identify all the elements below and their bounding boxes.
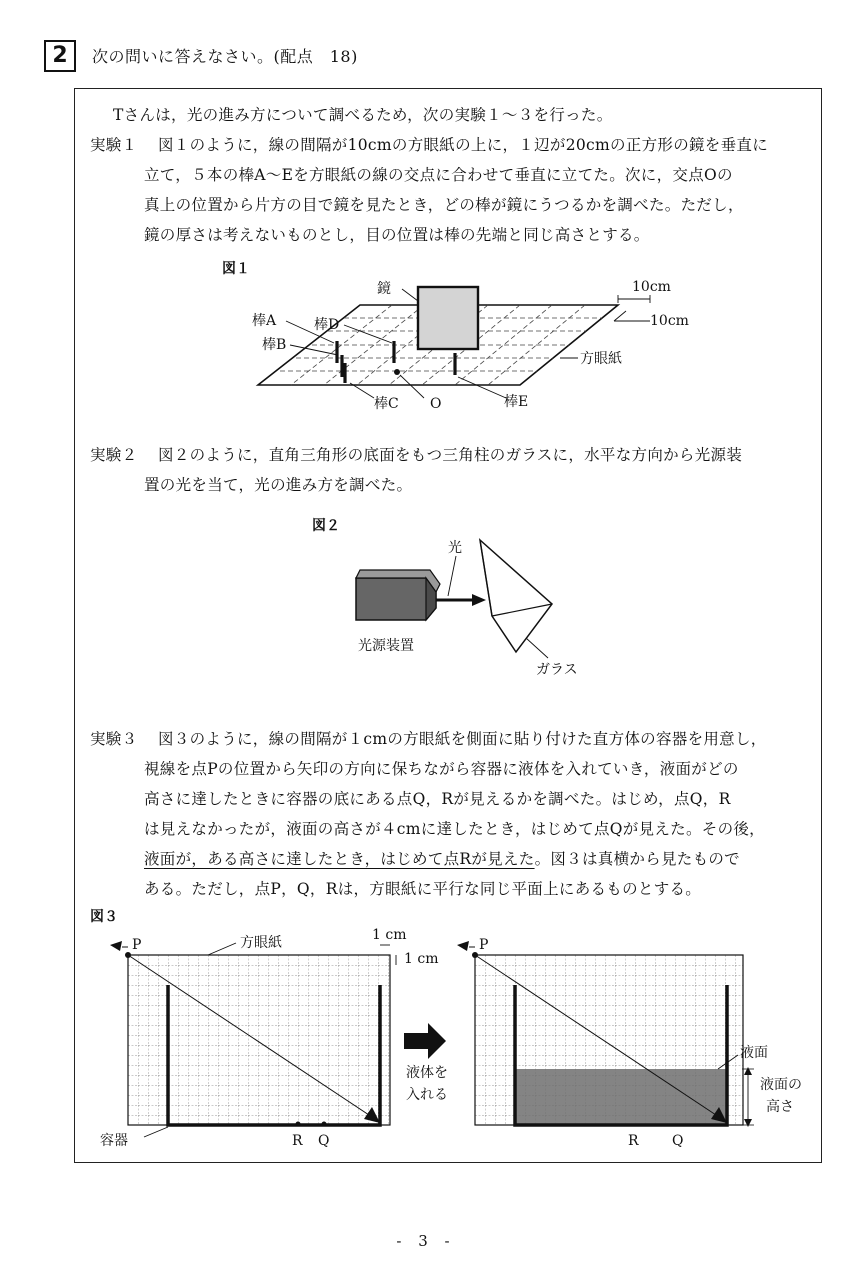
fig2-title: 図２ bbox=[312, 518, 340, 534]
exp3-line-2: 視線を点Pの位置から矢印の方向に保ちながら容器に液体を入れていき，液面がどの bbox=[144, 760, 739, 778]
fig1-dim-1: 10cm bbox=[632, 279, 671, 295]
figure-1 bbox=[210, 255, 690, 420]
fig3-right-point-r: R bbox=[628, 1133, 639, 1149]
fig2-glass bbox=[480, 540, 552, 652]
exp3-line-1: 図３のように，線の間隔が１cmの方眼紙を側面に貼り付けた直方体の容器を用意し， bbox=[158, 730, 767, 748]
fig2-light-label: 光 bbox=[448, 540, 462, 556]
exp3-line-5-rest: 。図３は真横から見たもので bbox=[534, 850, 740, 868]
exp1-line-2: 立て，５本の棒A～Eを方眼紙の線の交点に合わせて垂直に立てた。次に，交点Oの bbox=[144, 166, 733, 184]
fig3-left-point-q: Q bbox=[318, 1133, 330, 1149]
exp2-label: 実験２ bbox=[90, 446, 138, 464]
exp2-line-1: 図２のように，直角三角形の底面をもつ三角柱のガラスに，水平な方向から光源装 bbox=[158, 446, 743, 464]
fig3-right-point-q: Q bbox=[672, 1133, 684, 1149]
fig3-left-point-r: R bbox=[292, 1133, 303, 1149]
fig1-title: 図１ bbox=[222, 261, 250, 277]
question-number: 2 bbox=[44, 40, 76, 72]
fig3-left-point-p: P bbox=[132, 937, 142, 953]
fig1-mirror-label: 鏡 bbox=[377, 281, 391, 297]
fig1-rod-b-label: 棒B bbox=[262, 337, 287, 353]
exp2-line-2: 置の光を当て，光の進み方を調べた。 bbox=[144, 476, 413, 494]
fig3-height-label-1: 液面の bbox=[760, 1077, 802, 1093]
fig1-point-o bbox=[394, 369, 400, 375]
fig2-light-arrow bbox=[472, 594, 486, 606]
exp1-line-1: 図１のように，線の間隔が10cmの方眼紙の上に，１辺が20cmの正方形の鏡を垂直に bbox=[158, 136, 769, 154]
exp3-line-6: ある。ただし，点P，Q，Rは，方眼紙に平行な同じ平面上にあるものとする。 bbox=[144, 880, 702, 898]
fig3-arrow-text-2: 入れる bbox=[406, 1087, 448, 1103]
fig3-title: 図３ bbox=[90, 909, 118, 925]
fig3-right-eye-icon bbox=[457, 941, 469, 951]
exp3-line-4: は見えなかったが，液面の高さが４cmに達したとき，はじめて点Qが見えた。その後， bbox=[144, 820, 765, 838]
fig1-rod-d-label: 棒D bbox=[314, 317, 340, 333]
exp3-line-5 bbox=[144, 844, 740, 874]
fig1-dim-2: 10cm bbox=[650, 313, 689, 329]
exp3-underlined-text: 液面が，ある高さに達したとき，はじめて点Rが見えた bbox=[144, 850, 535, 868]
fig2-source-label: 光源装置 bbox=[358, 638, 414, 654]
exp3-line-3: 高さに達したときに容器の底にある点Q，Rが見えるかを調べた。はじめ，点Q，R bbox=[144, 790, 731, 808]
exp1-line-3: 真上の位置から片方の目で鏡を見たとき，どの棒が鏡にうつるかを調べた。ただし， bbox=[144, 196, 744, 214]
question-header: 次の問いに答えなさい。(配点 18) bbox=[92, 47, 358, 66]
fig3-height-label-2: 高さ bbox=[766, 1099, 794, 1115]
fig3-pour-arrow bbox=[404, 1023, 446, 1059]
fig3-left-eye-icon bbox=[110, 941, 122, 951]
fig3-container-label: 容器 bbox=[100, 1133, 128, 1149]
fig3-dim-1: 1 cm bbox=[372, 927, 407, 943]
exp1-line-4: 鏡の厚さは考えないものとし，目の位置は棒の先端と同じ高さとする。 bbox=[144, 226, 650, 244]
intro-text: Tさんは，光の進み方について調べるため，次の実験１～３を行った。 bbox=[113, 106, 613, 124]
fig3-paper-label: 方眼紙 bbox=[240, 935, 282, 951]
fig3-liquid bbox=[515, 1069, 727, 1125]
fig1-paper-label: 方眼紙 bbox=[580, 351, 622, 367]
page-number: - 3 - bbox=[396, 1232, 456, 1250]
figure-2 bbox=[300, 512, 630, 687]
fig2-light-source bbox=[356, 578, 436, 620]
fig3-right-point-p: P bbox=[479, 937, 489, 953]
fig1-mirror bbox=[418, 287, 478, 349]
exp3-label: 実験３ bbox=[90, 730, 138, 748]
fig3-surface-label: 液面 bbox=[740, 1045, 768, 1061]
fig1-rod-c-label: 棒C bbox=[374, 396, 399, 412]
fig1-point-o-label: O bbox=[430, 396, 442, 412]
fig1-rod-a-label: 棒A bbox=[252, 313, 277, 329]
exp1-label: 実験１ bbox=[90, 136, 138, 154]
fig2-glass-label: ガラス bbox=[536, 662, 578, 678]
fig3-dim-2: 1 cm bbox=[404, 951, 439, 967]
figure-3 bbox=[88, 905, 818, 1155]
fig1-rod-e-label: 棒E bbox=[504, 394, 529, 410]
fig3-arrow-text-1: 液体を bbox=[406, 1065, 448, 1081]
